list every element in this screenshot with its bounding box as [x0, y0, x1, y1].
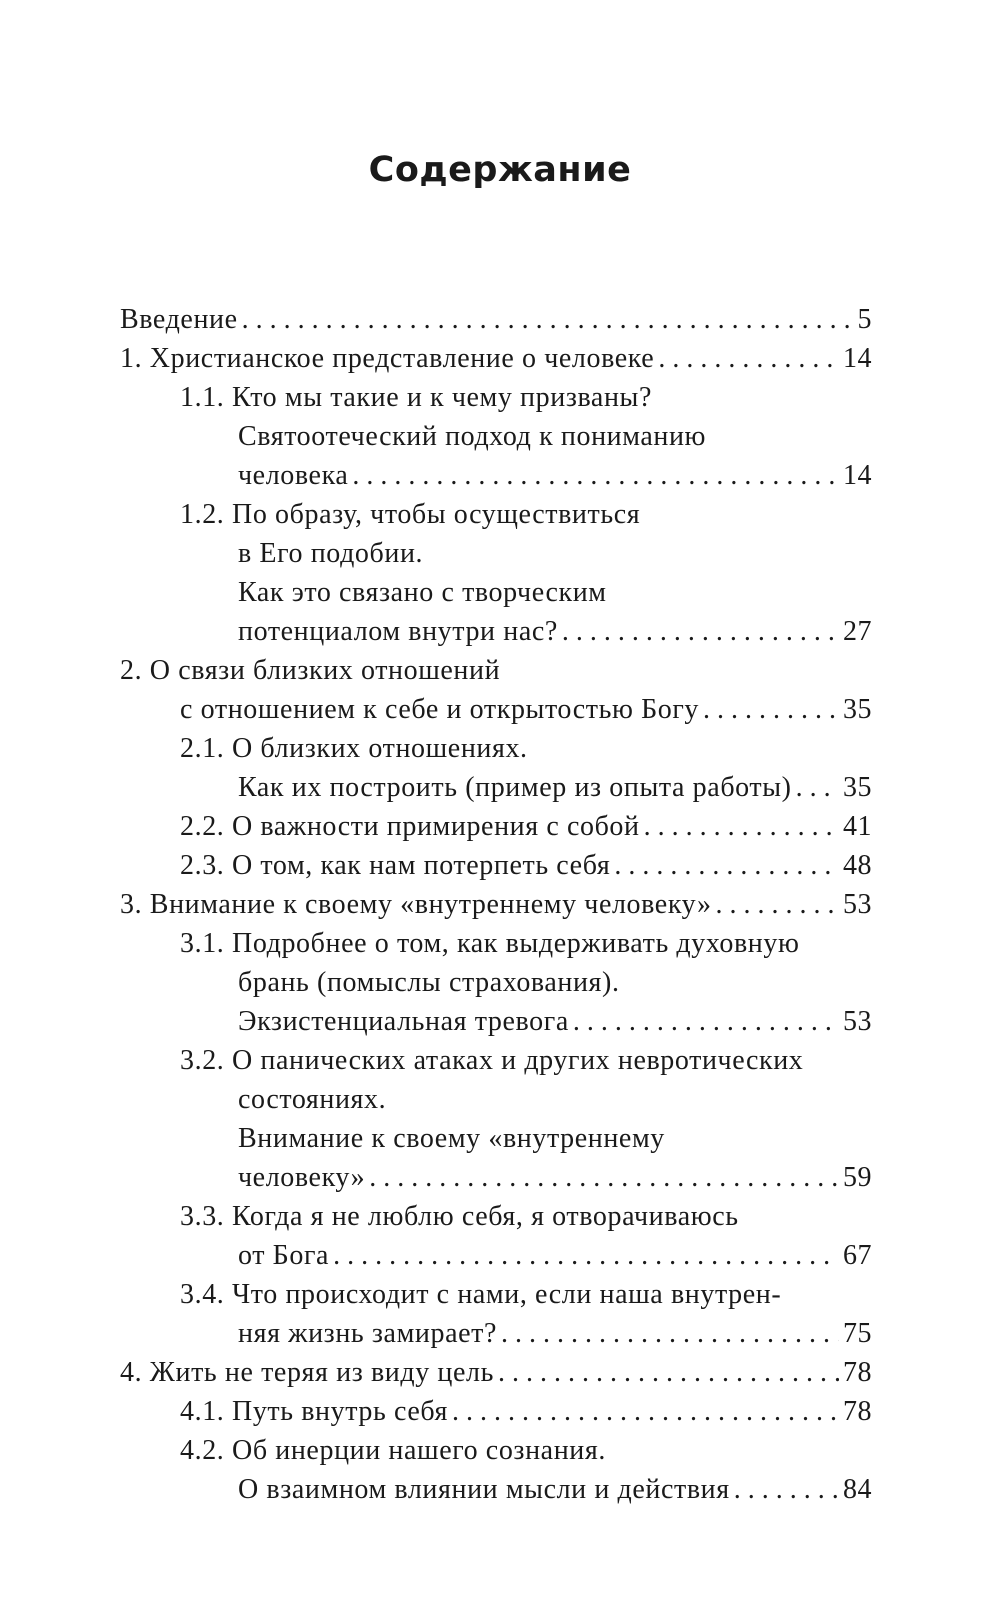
dot-leader — [610, 846, 839, 885]
toc-entry — [120, 1197, 872, 1236]
toc-entry-text: 1.1. Кто мы такие и к чему призваны? — [180, 382, 652, 413]
toc-entry-text: 4. Жить не теряя из виду цель — [120, 1357, 494, 1388]
toc-entry — [120, 417, 872, 456]
toc-entry-text: в Его подобии. — [238, 538, 424, 569]
toc-entry — [120, 534, 872, 573]
toc-entry — [120, 1002, 872, 1041]
toc-entry-text: Введение — [120, 304, 238, 335]
toc-entry — [120, 1392, 872, 1431]
toc-entry-text: 3.4. Что происходит с нами, если наша внутрен- — [180, 1279, 782, 1310]
toc-entry-text: с отношением к себе и открытостью Богу — [180, 694, 700, 725]
toc-entry-text: 2.3. О том, как нам потерпеть себя — [180, 850, 611, 881]
toc-page-number: 27 — [843, 616, 872, 647]
toc-entry — [120, 300, 872, 339]
toc-entry — [120, 963, 872, 1002]
toc-entry-text: Как это связано с творческим — [238, 577, 607, 608]
dot-leader — [448, 1392, 839, 1431]
toc-entry-text: О взаимном влиянии мысли и действия — [238, 1474, 730, 1505]
toc-entry — [120, 807, 872, 846]
dot-leader — [348, 456, 839, 495]
toc-page-number: 67 — [843, 1240, 872, 1271]
toc-page-number: 84 — [843, 1474, 872, 1505]
toc-entry — [120, 612, 872, 651]
toc-entry-text: состояниях. — [238, 1084, 387, 1115]
toc-entry-text: брань (помыслы страхования). — [238, 967, 620, 998]
toc-entry-text: Святоотеческий подход к пониманию — [238, 421, 707, 452]
toc-page-number: 78 — [843, 1396, 872, 1427]
dot-leader — [654, 339, 839, 378]
toc-entry-text: Как их построить (пример из опыта работы) — [238, 772, 792, 803]
toc-page-number: 14 — [843, 343, 872, 374]
toc-page-number: 59 — [843, 1162, 872, 1193]
toc-entry-text: Экзистенциальная тревога — [238, 1006, 569, 1037]
table-of-contents — [120, 300, 872, 1509]
toc-entry — [120, 339, 872, 378]
toc-entry — [120, 1470, 872, 1509]
toc-page-number: 53 — [843, 1006, 872, 1037]
toc-entry — [120, 1353, 872, 1392]
toc-entry-text: 2.1. О близких отношениях. — [180, 733, 528, 764]
toc-entry-text: 3.1. Подробнее о том, как выдерживать духовную — [180, 928, 800, 959]
dot-leader — [792, 768, 839, 807]
toc-entry — [120, 729, 872, 768]
toc-entry-text: 2.2. О важности примирения с собой — [180, 811, 640, 842]
toc-entry — [120, 573, 872, 612]
toc-entry — [120, 651, 872, 690]
toc-entry-text: человеку» — [238, 1162, 366, 1193]
dot-leader — [238, 300, 854, 339]
toc-page-number: 35 — [843, 694, 872, 725]
toc-entry — [120, 885, 872, 924]
toc-entry-text: от Бога — [238, 1240, 330, 1271]
toc-entry-text: 4.1. Путь внутрь себя — [180, 1396, 449, 1427]
dot-leader — [329, 1236, 839, 1275]
dot-leader — [569, 1002, 839, 1041]
toc-entry — [120, 1314, 872, 1353]
toc-entry-text: 1. Христианское представление о человеке — [120, 343, 655, 374]
toc-page-number: 75 — [843, 1318, 872, 1349]
toc-page-number: 53 — [843, 889, 872, 920]
toc-entry-text: потенциалом внутри нас? — [238, 616, 558, 647]
dot-leader — [640, 807, 839, 846]
toc-page-number: 14 — [843, 460, 872, 491]
toc-entry — [120, 846, 872, 885]
dot-leader — [365, 1158, 839, 1197]
toc-page-number: 78 — [843, 1357, 872, 1388]
toc-entry — [120, 1275, 872, 1314]
toc-entry — [120, 1119, 872, 1158]
toc-entry-text: няя жизнь замирает? — [238, 1318, 497, 1349]
toc-entry — [120, 378, 872, 417]
dot-leader — [558, 612, 839, 651]
toc-entry — [120, 1158, 872, 1197]
toc-entry-text: человека — [238, 460, 349, 491]
toc-entry-text: 3. Внимание к своему «внутреннему человеку» — [120, 889, 712, 920]
dot-leader — [712, 885, 839, 924]
dot-leader — [497, 1314, 839, 1353]
toc-entry — [120, 1431, 872, 1470]
dot-leader — [494, 1353, 839, 1392]
dot-leader — [730, 1470, 839, 1509]
toc-entry — [120, 456, 872, 495]
toc-entry-text: 4.2. Об инерции нашего сознания. — [180, 1435, 606, 1466]
dot-leader — [699, 690, 839, 729]
toc-entry-text: 3.2. О панических атаках и других невротических — [180, 1045, 804, 1076]
toc-entry — [120, 495, 872, 534]
page-title: Содержание — [368, 150, 632, 190]
toc-entry-text: 1.2. По образу, чтобы осуществиться — [180, 499, 641, 530]
toc-entry — [120, 768, 872, 807]
toc-entry — [120, 1080, 872, 1119]
toc-entry — [120, 1041, 872, 1080]
toc-page-number: 35 — [843, 772, 872, 803]
toc-page-number: 48 — [843, 850, 872, 881]
toc-entry — [120, 924, 872, 963]
toc-entry-text: Внимание к своему «внутреннему — [238, 1123, 665, 1154]
toc-page-number: 5 — [857, 304, 872, 335]
toc-page-number: 41 — [843, 811, 872, 842]
toc-entry — [120, 1236, 872, 1275]
toc-entry-text: 2. О связи близких отношений — [120, 655, 501, 686]
toc-entry-text: 3.3. Когда я не люблю себя, я отворачиваюсь — [180, 1201, 739, 1232]
toc-entry — [120, 690, 872, 729]
